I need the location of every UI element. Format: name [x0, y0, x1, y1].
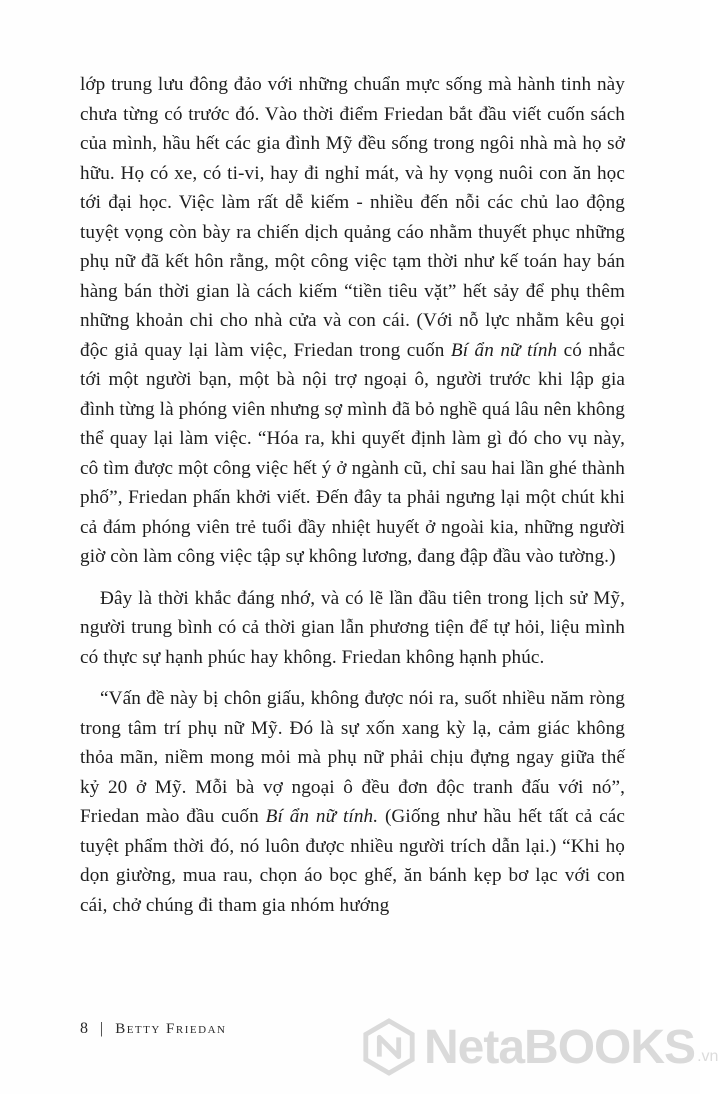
watermark-suffix: .vn	[697, 1048, 718, 1065]
paragraph-1-rest: có nhắc tới một người bạn, một bà nội trợ ngoại ô, người trước khi lập gia đình từng là phóng viên nhưng sợ mình đã bỏ nghề quá lâu nên không thể quay lại làm việc. “Hóa ra, khi quyết định làm gì đó cho vụ này, cô tìm được một công việc hết ý ở ngành cũ, chỉ sau hai lần ghé thành phố”, Friedan phấn khởi viết. Đến đây ta phải ngưng lại một chút khi cả đám phóng viên trẻ tuổi đầy nhiệt huyết ở ngoài kia, những người giờ còn làm công việc tập sự không lương, đang đập đầu vào tường.)	[80, 339, 625, 567]
paragraph-1-text: lớp trung lưu đông đảo với những chuẩn mực sống mà hành tinh này chưa từng có trước đó. Vào thời điểm Friedan bắt đầu viết cuốn sách của mình, hầu hết các gia đình Mỹ đều sống trong ngôi nhà mà họ sở hữu. Họ có xe, có ti-vi, hay đi nghỉ mát, và hy vọng nuôi con ăn học tới đại học. Việc làm rất dễ kiếm - nhiều đến nỗi các chủ lao động tuyệt vọng còn bày ra chiến dịch quảng cáo nhằm thuyết phục những phụ nữ đã kết hôn rằng, một công việc tạm thời như kế toán hay bán hàng bán thời gian là cách kiếm “tiền tiêu vặt” hết sảy để phụ thêm những khoản chi cho nhà cửa và con cái. (Với nỗ lực nhằm kêu gọi độc giả quay lại làm việc, Friedan trong cuốn	[80, 74, 625, 361]
book-title-italic: Bí ẩn nữ tính	[450, 339, 558, 361]
page-number: 8	[80, 1020, 88, 1037]
page-footer	[80, 1020, 226, 1038]
watermark-brand: NetaBOOKS	[424, 1020, 696, 1074]
footer-separator: |	[100, 1020, 104, 1037]
paragraph-3-rest: (Giống như hầu hết tất cả các tuyệt phẩm thời đó, nó luôn được nhiều người trích dẫn lại.) “Khi họ dọn giường, mua rau, chọn áo bọc ghế, ăn bánh kẹp bơ lạc với con cái, chở chúng đi tham gia nhóm hướng	[80, 806, 625, 916]
paragraph-3	[80, 684, 625, 920]
body-text	[80, 70, 625, 932]
paragraph-1	[80, 70, 625, 572]
book-title-italic-2: Bí ẩn nữ tính.	[265, 806, 379, 827]
paragraph-3-text: “Vấn đề này bị chôn giấu, không được nói ra, suốt nhiều năm ròng trong tâm trí phụ nữ Mỹ. Đó là sự xốn xang kỳ lạ, cảm giác không thỏa mãn, niềm mong mỏi mà phụ nữ phải chịu đựng ngay giữa thế kỷ 20 ở Mỹ. Mỗi bà vợ ngoại ô đều đơn độc tranh đấu với nó”, Friedan mào đầu cuốn	[80, 688, 625, 827]
running-head: Betty Friedan	[115, 1020, 227, 1037]
watermark	[360, 1018, 718, 1076]
netabooks-logo-icon	[360, 1018, 418, 1076]
paragraph-2: Đây là thời khắc đáng nhớ, và có lẽ lần đầu tiên trong lịch sử Mỹ, người trung bình có cả thời gian lẫn phương tiện để tự hỏi, liệu mình có thực sự hạnh phúc hay không. Friedan không hạnh phúc.	[80, 587, 625, 668]
